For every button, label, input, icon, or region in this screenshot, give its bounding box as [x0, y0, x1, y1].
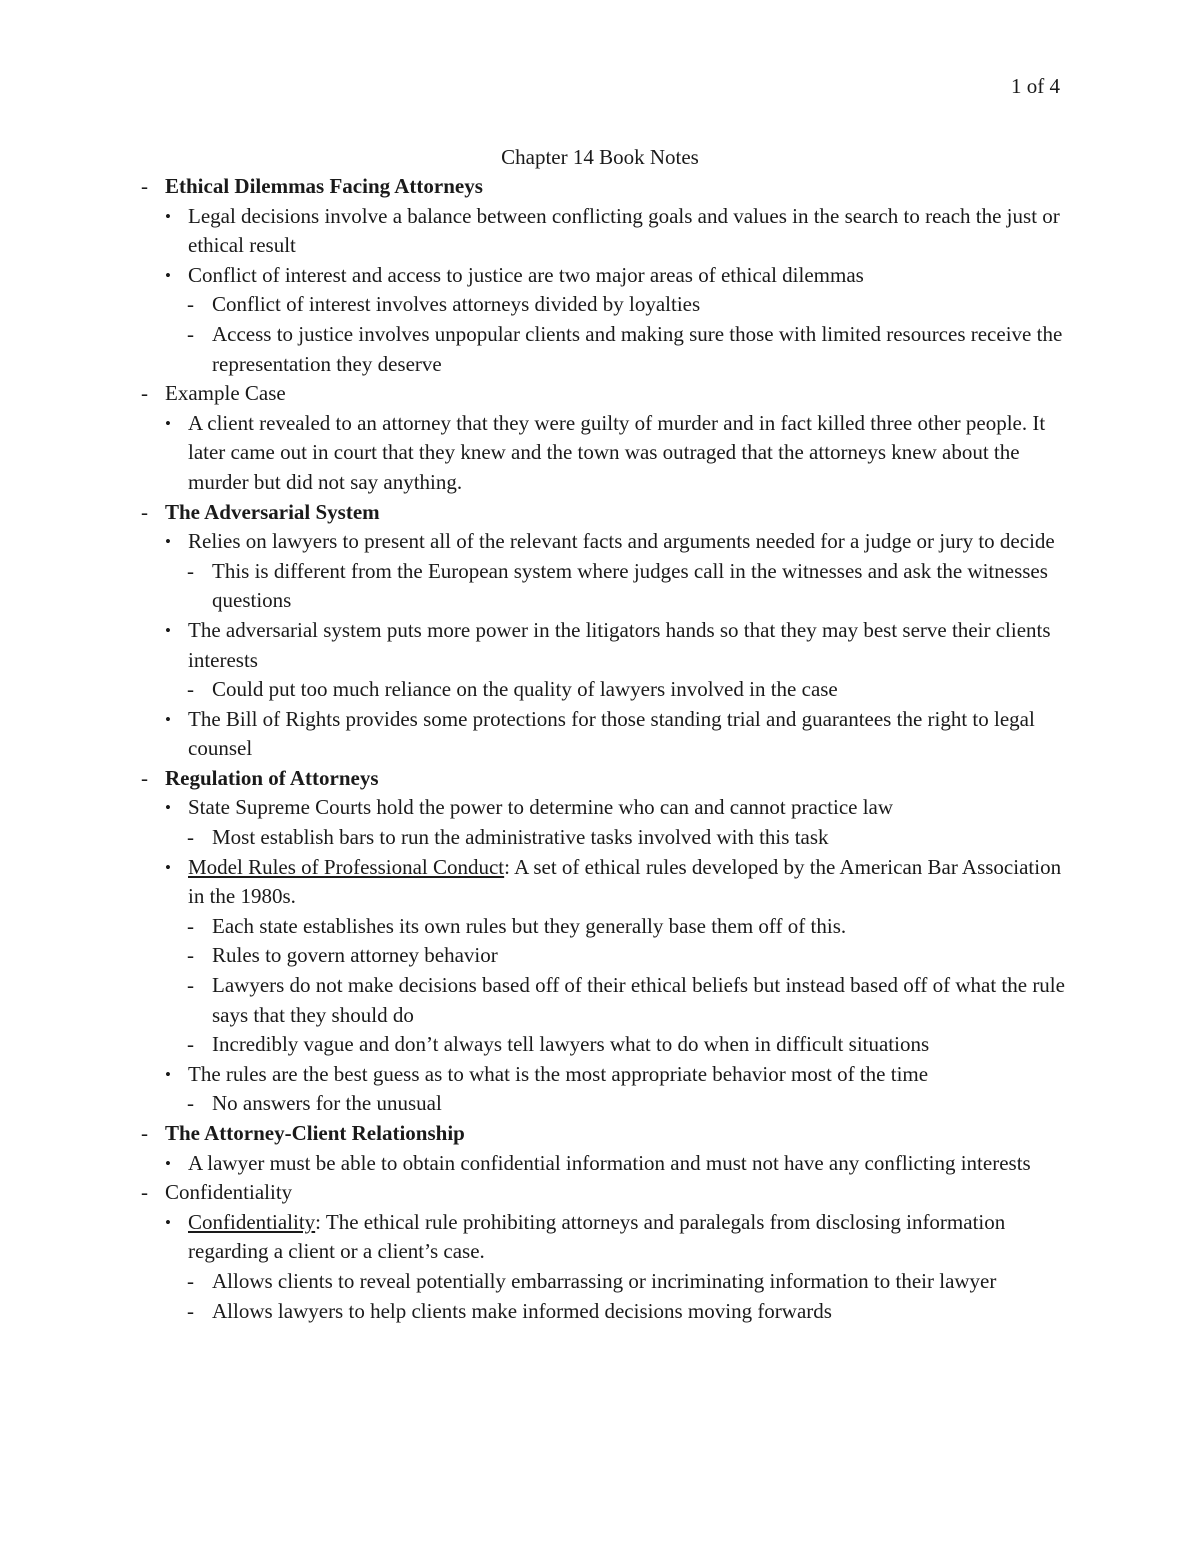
outline-subitem [0, 557, 1200, 616]
outline-heading [0, 1119, 1200, 1149]
item-text: Conflict of interest involves attorneys divided by loyalties [212, 292, 701, 317]
item-text: Could put too much reliance on the quality of lawyers involved in the case [212, 677, 838, 702]
defined-term: Confidentiality [188, 1209, 316, 1234]
item-text: Incredibly vague and don’t always tell lawyers what to do when in difficult situations [212, 1032, 930, 1057]
item-text: Conflict of interest and access to justice are two major areas of ethical dilemmas [188, 262, 864, 287]
dash-marker: - [187, 913, 194, 938]
outline-bullet-item [0, 705, 1200, 764]
item-text: Allows lawyers to help clients make informed decisions moving forwards [212, 1298, 832, 1323]
bullet-marker: • [165, 1153, 171, 1173]
outline-subitem [0, 1297, 1200, 1327]
dash-marker: - [187, 677, 194, 702]
bullet-marker: • [165, 1064, 171, 1084]
outline-subitem [0, 290, 1200, 320]
dash-marker: - [141, 1180, 148, 1205]
dash-marker: - [187, 1268, 194, 1293]
item-text: The rules are the best guess as to what is the most appropriate behavior most of the time [188, 1061, 929, 1086]
bullet-marker: • [165, 709, 171, 729]
dash-marker: - [187, 1298, 194, 1323]
item-text: Example Case [165, 381, 286, 406]
bullet-marker: • [165, 532, 171, 552]
item-text: No answers for the unusual [212, 1091, 442, 1116]
item-text: : A set of ethical rules developed by the American Bar Association in the 1980s. [188, 854, 1062, 909]
dash-marker: - [141, 1121, 148, 1145]
outline-bullet-item [0, 261, 1200, 291]
item-text: This is different from the European system where judges call in the witnesses and ask the witnesses questions [212, 558, 1048, 613]
bullet-marker: • [165, 413, 171, 433]
outline-subitem [0, 941, 1200, 971]
dash-marker: - [187, 1091, 194, 1116]
bullet-marker: • [165, 1212, 171, 1232]
bullet-marker: • [165, 857, 171, 877]
outline-heading [0, 1178, 1200, 1208]
item-text: State Supreme Courts hold the power to determine who can and cannot practice law [188, 795, 894, 820]
item-text: Most establish bars to run the administrative tasks involved with this task [212, 825, 829, 850]
item-text: Ethical Dilemmas Facing Attorneys [165, 174, 483, 198]
dash-marker: - [141, 381, 148, 406]
item-text: Access to justice involves unpopular clients and making sure those with limited resources receive the representation they deserve [212, 321, 1063, 376]
outline-subitem [0, 1089, 1200, 1119]
outline-heading [0, 172, 1200, 202]
item-text: Relies on lawyers to present all of the relevant facts and arguments needed for a judge or jury to decide [188, 529, 1055, 554]
outline-bullet-item [0, 793, 1200, 823]
dash-marker: - [187, 943, 194, 968]
bullet-marker: • [165, 265, 171, 285]
notes-outline [0, 172, 1200, 1326]
item-text: Allows clients to reveal potentially embarrassing or incriminating information to their lawyer [212, 1268, 997, 1293]
outline-bullet-item [0, 409, 1200, 498]
outline-bullet-item [0, 202, 1200, 261]
item-text: Each state establishes its own rules but they generally base them off of this. [212, 913, 847, 938]
item-text: Confidentiality [165, 1180, 293, 1205]
item-text: : The ethical rule prohibiting attorneys and paralegals from disclosing information regarding a client or a client’s case. [188, 1209, 1006, 1264]
dash-marker: - [141, 499, 148, 524]
dash-marker: - [141, 174, 148, 198]
defined-term: Model Rules of Professional Conduct [188, 854, 505, 879]
outline-bullet-item [0, 616, 1200, 675]
document-title: Chapter 14 Book Notes [501, 145, 699, 169]
outline-bullet-item [0, 1149, 1200, 1179]
item-text: The Bill of Rights provides some protections for those standing trial and guarantees the right to legal counsel [188, 706, 1035, 761]
dash-marker: - [187, 973, 194, 998]
item-text: The adversarial system puts more power in the litigators hands so that they may best serve their clients interests [188, 617, 1051, 672]
dash-marker: - [141, 765, 148, 790]
dash-marker: - [187, 825, 194, 850]
outline-heading [0, 498, 1200, 528]
item-text: A client revealed to an attorney that they were guilty of murder and in fact killed three other people. It later came out in court that they knew and the town was outraged that the attorneys knew about the murder but did not say anything. [188, 410, 1046, 494]
item-text: Rules to govern attorney behavior [212, 943, 498, 968]
outline-subitem [0, 1030, 1200, 1060]
item-text: Lawyers do not make decisions based off of their ethical beliefs but instead based off of what the rule says that they should do [212, 973, 1065, 1027]
outline-bullet-item [0, 1060, 1200, 1090]
outline-bullet-item [0, 853, 1200, 912]
item-text: Regulation of Attorneys [165, 765, 379, 790]
dash-marker: - [187, 321, 194, 346]
item-text: Legal decisions involve a balance between conflicting goals and values in the search to reach the just or ethical result [188, 203, 1060, 258]
dash-marker: - [187, 558, 194, 583]
page-number: 1 of 4 [1011, 74, 1060, 98]
bullet-marker: • [165, 798, 171, 818]
outline-heading [0, 764, 1200, 794]
bullet-marker: • [165, 620, 171, 640]
outline-bullet-item [0, 527, 1200, 557]
outline-subitem [0, 912, 1200, 942]
outline-bullet-item [0, 1208, 1200, 1267]
outline-subitem [0, 1267, 1200, 1297]
dash-marker: - [187, 292, 194, 317]
outline-subitem [0, 675, 1200, 705]
outline-subitem [0, 971, 1200, 1030]
item-text: A lawyer must be able to obtain confidential information and must not have any conflicting interests [188, 1150, 1031, 1175]
item-text: The Adversarial System [165, 499, 380, 524]
item-text: The Attorney-Client Relationship [165, 1121, 465, 1145]
outline-subitem [0, 320, 1200, 379]
dash-marker: - [187, 1032, 194, 1057]
outline-heading [0, 379, 1200, 409]
bullet-marker: • [165, 206, 171, 226]
outline-subitem [0, 823, 1200, 853]
